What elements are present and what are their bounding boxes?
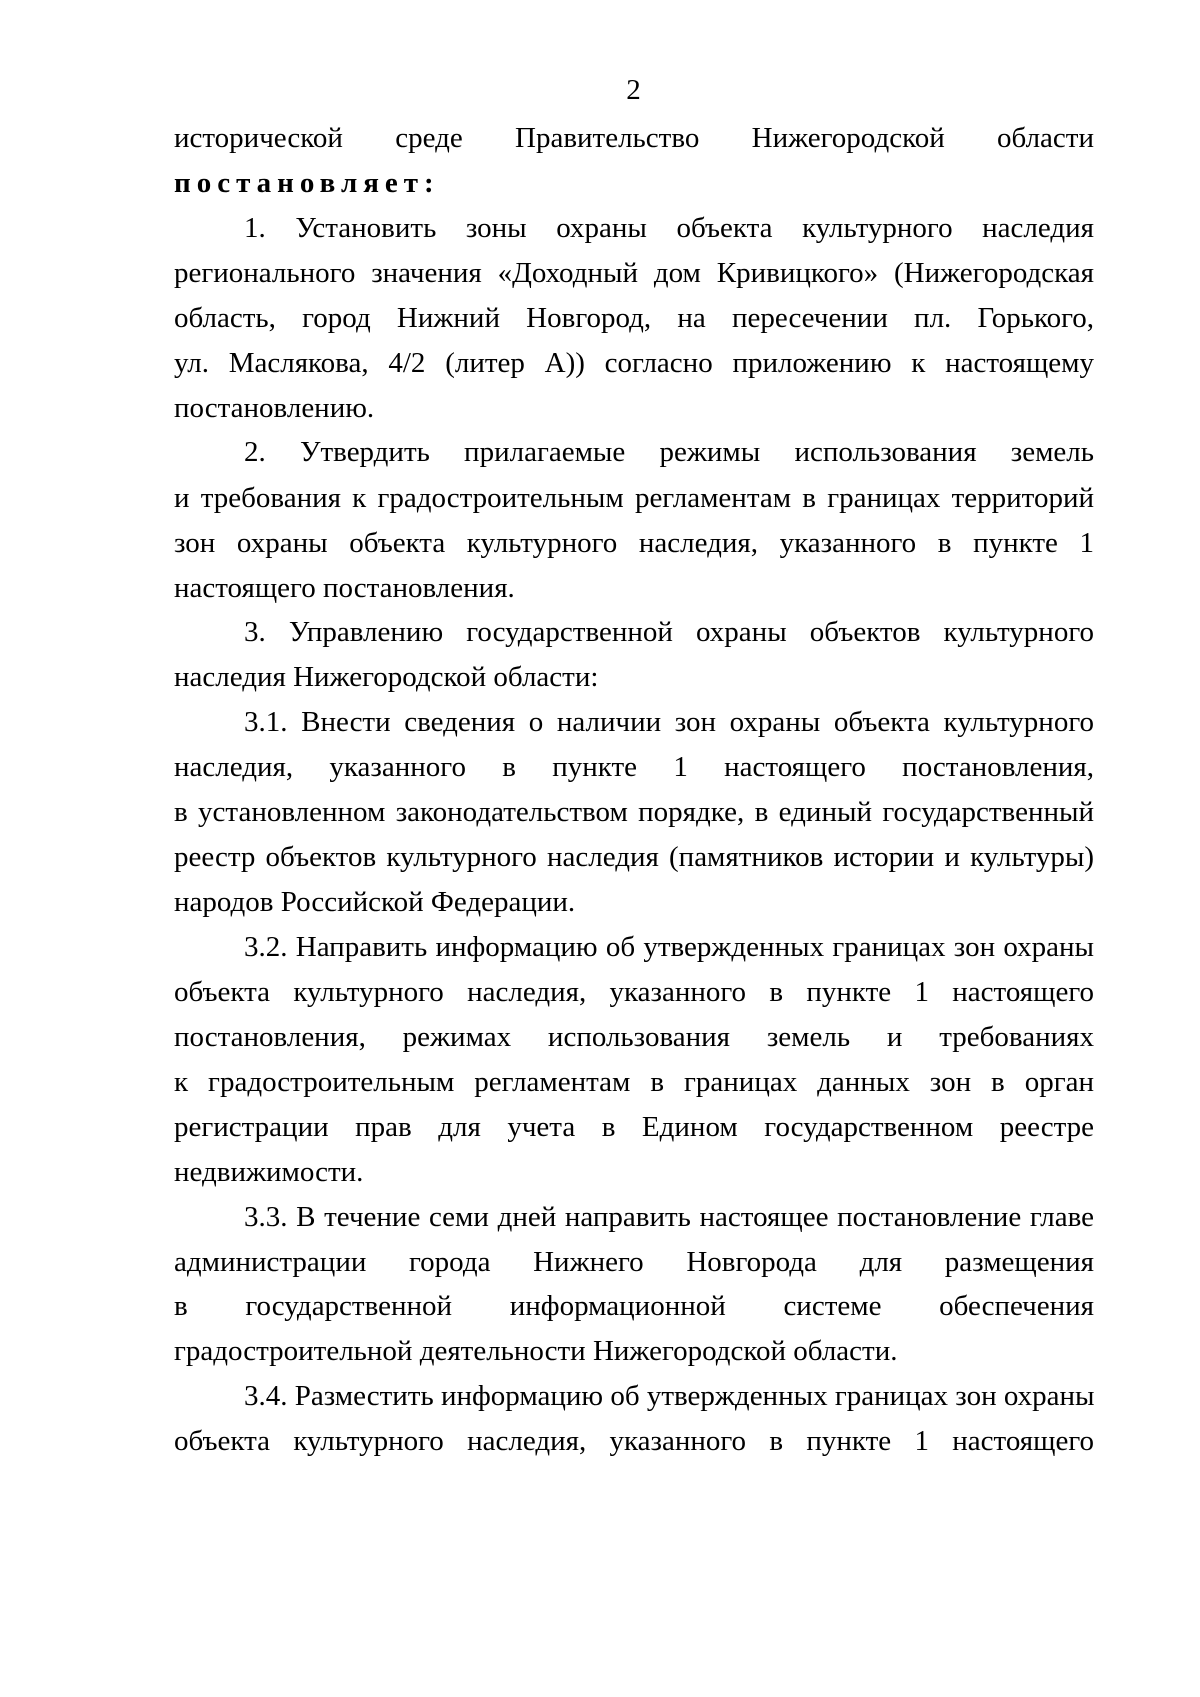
text-line — [174, 159, 1094, 208]
text-line: регистрации прав для учета в Едином государственном реестре — [174, 1111, 1094, 1143]
text-line: постановления, режимах использования земель и требованиях — [174, 1021, 1094, 1053]
text-line: постановлению. — [174, 392, 375, 424]
text-line: к градостроительным регламентам в границах данных зон в орган — [174, 1066, 1094, 1098]
text-line: народов Российской Федерации. — [174, 886, 576, 918]
text-line: регионального значения «Доходный дом Кривицкого» (Нижегородская — [174, 257, 1094, 289]
text-line: область, город Нижний Новгород, на пересечении пл. Горького, — [174, 302, 1094, 334]
text-line: в государственной информационной системе обеспечения — [174, 1290, 1094, 1322]
text-line: исторической среде Правительство Нижегородской области — [174, 122, 1094, 154]
text-line: зон охраны объекта культурного наследия, указанного в пункте 1 — [174, 527, 1094, 559]
text-line: градостроительной деятельности Нижегородской области. — [174, 1335, 898, 1367]
text-line: объекта культурного наследия, указанного в пункте 1 настоящего — [174, 976, 1094, 1008]
text-line: настоящего постановления. — [174, 572, 515, 604]
text-line: 3.4. Разместить информацию об утвержденных границах зон охраны — [244, 1380, 1095, 1412]
text-line: ул. Маслякова, 4/2 (литер А)) согласно приложению к настоящему — [174, 347, 1094, 379]
text-line: 3. Управлению государственной охраны объектов культурного — [244, 616, 1094, 648]
text-line: 2. Утвердить прилагаемые режимы использования земель — [244, 436, 1094, 468]
text-line: администрации города Нижнего Новгорода для размещения — [174, 1246, 1094, 1278]
text-line: реестр объектов культурного наследия (памятников истории и культуры) — [174, 841, 1094, 873]
text-line: 1. Установить зоны охраны объекта культурного наследия — [244, 212, 1094, 244]
resolution-verb: постановляет: — [174, 167, 440, 199]
text-line: и требования к градостроительным регламентам в границах территорий — [174, 482, 1094, 514]
text-line: 3.2. Направить информацию об утвержденных границах зон охраны — [244, 931, 1094, 963]
text-line: 3.1. Внести сведения о наличии зон охраны объекта культурного — [244, 706, 1094, 738]
text-line: в установленном законодательством порядке, в единый государственный — [174, 796, 1094, 828]
text-line: объекта культурного наследия, указанного в пункте 1 настоящего — [174, 1425, 1094, 1457]
page-number: 2 — [626, 74, 641, 106]
text-line: наследия, указанного в пункте 1 настоящего постановления, — [174, 751, 1094, 783]
text-line: 3.3. В течение семи дней направить настоящее постановление главе — [244, 1201, 1094, 1233]
text-line: недвижимости. — [174, 1156, 364, 1188]
text-line: наследия Нижегородской области: — [174, 661, 599, 693]
